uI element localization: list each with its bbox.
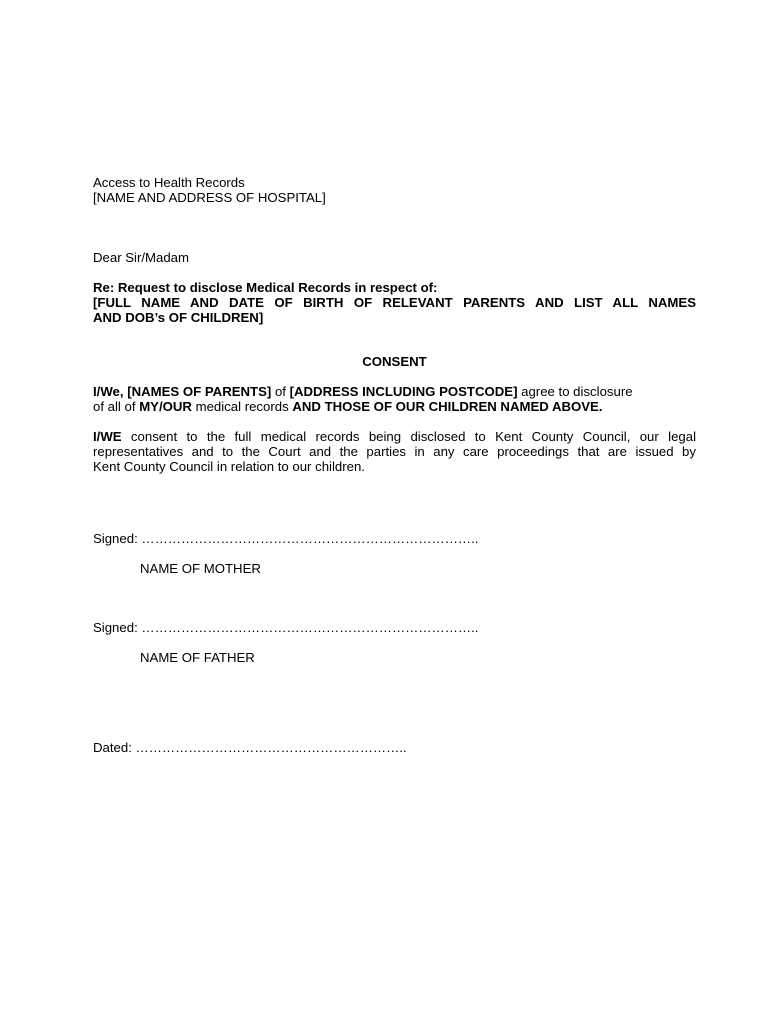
header-title: Access to Health Records bbox=[93, 175, 245, 190]
re-line-3: AND DOB’s OF CHILDREN] bbox=[93, 310, 264, 325]
re-placeholder bbox=[93, 295, 696, 325]
dated-label: Dated: …………………………………………………….. bbox=[93, 740, 407, 755]
recipient-block bbox=[93, 175, 696, 205]
para1-text-4: medical records bbox=[191, 399, 293, 414]
re-line-1: Re: Request to disclose Medical Records in respect of: bbox=[93, 280, 438, 295]
mother-name-label: NAME OF MOTHER bbox=[140, 561, 261, 576]
parents-placeholder: I/We, [NAMES OF PARENTS] bbox=[93, 384, 272, 399]
mother-signature-line bbox=[93, 531, 696, 546]
para1-line-2 bbox=[93, 399, 696, 414]
salutation bbox=[93, 250, 696, 265]
address-placeholder: [ADDRESS INCLUDING POSTCODE] bbox=[289, 384, 518, 399]
para1-text-1: of bbox=[271, 384, 290, 399]
para1-line-1 bbox=[93, 384, 696, 399]
para1-text-2: agree to disclosure bbox=[517, 384, 633, 399]
father-name-label: NAME OF FATHER bbox=[140, 650, 255, 665]
para1-text-3: of all of bbox=[93, 399, 140, 414]
my-our-text: MY/OUR bbox=[139, 399, 192, 414]
para2-text-1: consent to the full medical records being disclosed to Kent County Council, our legal bbox=[121, 429, 696, 444]
re-line-2: [FULL NAME AND DATE OF BIRTH OF RELEVANT PARENTS AND LIST ALL NAMES bbox=[93, 295, 696, 310]
consent-paragraph-2 bbox=[93, 429, 696, 474]
salutation-text: Dear Sir/Madam bbox=[93, 250, 190, 265]
dated-line bbox=[93, 740, 696, 755]
consent-heading: CONSENT bbox=[362, 354, 427, 369]
re-block bbox=[93, 280, 696, 325]
i-we-text: I/WE bbox=[93, 429, 122, 444]
father-signature-line bbox=[93, 620, 696, 635]
consent-paragraph-1 bbox=[93, 384, 696, 414]
para2-line-1 bbox=[93, 429, 696, 444]
para2-line-2: representatives and to the Court and the parties in any care proceedings that are issued by bbox=[93, 444, 696, 459]
mother-signed-label: Signed: ………………………………………………………………….. bbox=[93, 531, 479, 546]
para2-line-3: Kent County Council in relation to our children. bbox=[93, 459, 365, 474]
father-signed-label: Signed: ………………………………………………………………….. bbox=[93, 620, 479, 635]
hospital-placeholder: [NAME AND ADDRESS OF HOSPITAL] bbox=[93, 190, 326, 205]
children-text: AND THOSE OF OUR CHILDREN NAMED ABOVE. bbox=[292, 399, 603, 414]
